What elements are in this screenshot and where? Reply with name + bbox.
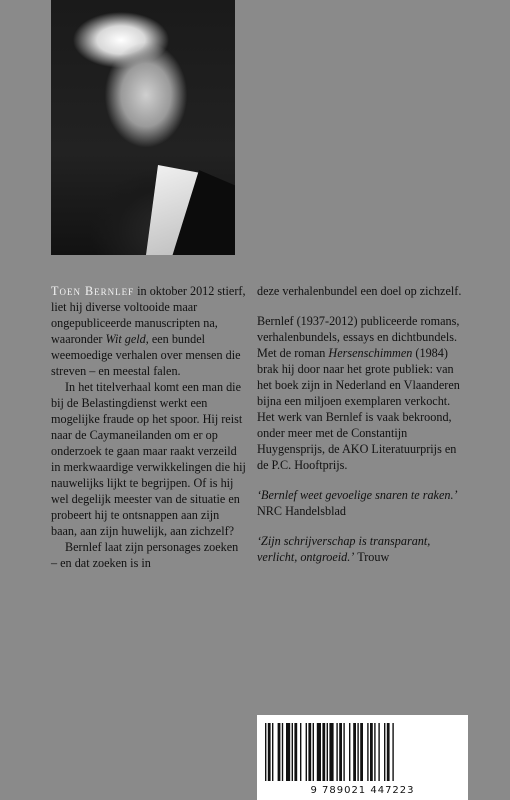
book-title-hersenschimmen: Hersenschimmen — [328, 346, 413, 360]
isbn-barcode — [257, 715, 468, 800]
left-text-column — [51, 283, 246, 571]
review-quote-nrc: ‘Bernlef weet gevoelige snaren te raken.’ NRC Handelsblad — [257, 488, 458, 518]
closing-paragraph-end: deze verhalenbundel een doel op zichzelf. — [257, 284, 462, 298]
intro-paragraph: Toen Bernlef in oktober 2012 stierf, liet hij diverse voltooide maar ongepubliceerde manuscripten na, waaronder Wit geld, een bundel weemoedige verhalen over mensen die streven – en meestal falen. — [51, 284, 246, 378]
plot-paragraph: In het titelverhaal komt een man die bij de Belastingdienst werkt een mogelijke fraude op het spoor. Hij reist naar de Caymaneilanden om er op onderzoek te gaan maar raakt verzeild in merkwaardige verwikkelingen die hij nauwelijks lijkt te begrijpen. Of is hij wel degelijk meester van de situatie en probeert hij te ontsnappen aan zijn baan, aan zijn huwelijk, aan zichzelf? — [51, 380, 246, 538]
book-title-wit-geld: Wit geld — [105, 332, 146, 346]
quote-source-nrc: NRC Handelsblad — [257, 504, 347, 518]
barcode-bars — [265, 723, 460, 781]
author-photo — [51, 0, 235, 255]
author-name-lead: Toen Bernlef — [51, 284, 135, 298]
closing-paragraph-start: Bernlef laat zijn personages zoeken – en dat zoeken is in — [51, 540, 239, 570]
quote-source-trouw: Trouw — [357, 550, 390, 564]
review-quote-trouw: ‘Zijn schrijverschap is transparant, verlicht, ontgroeid.’ Trouw — [257, 534, 431, 564]
author-bio: Bernlef (1937-2012) publiceerde romans, verhalenbundels, essays en dichtbundels. Met de roman Hersenschimmen (1984) brak hij door naar het grote publiek: van het boek zijn in Nederland en Vlaanderen bijna een miljoen exemplaren verkocht. Het werk van Bernlef is vaak bekroond, onder meer met de Constantijn Huygensprijs, de AKO Literatuurprijs en de P.C. Hooftprijs. — [257, 314, 460, 472]
isbn-number: 9 789021 447223 — [310, 785, 415, 796]
right-text-column — [257, 283, 462, 565]
